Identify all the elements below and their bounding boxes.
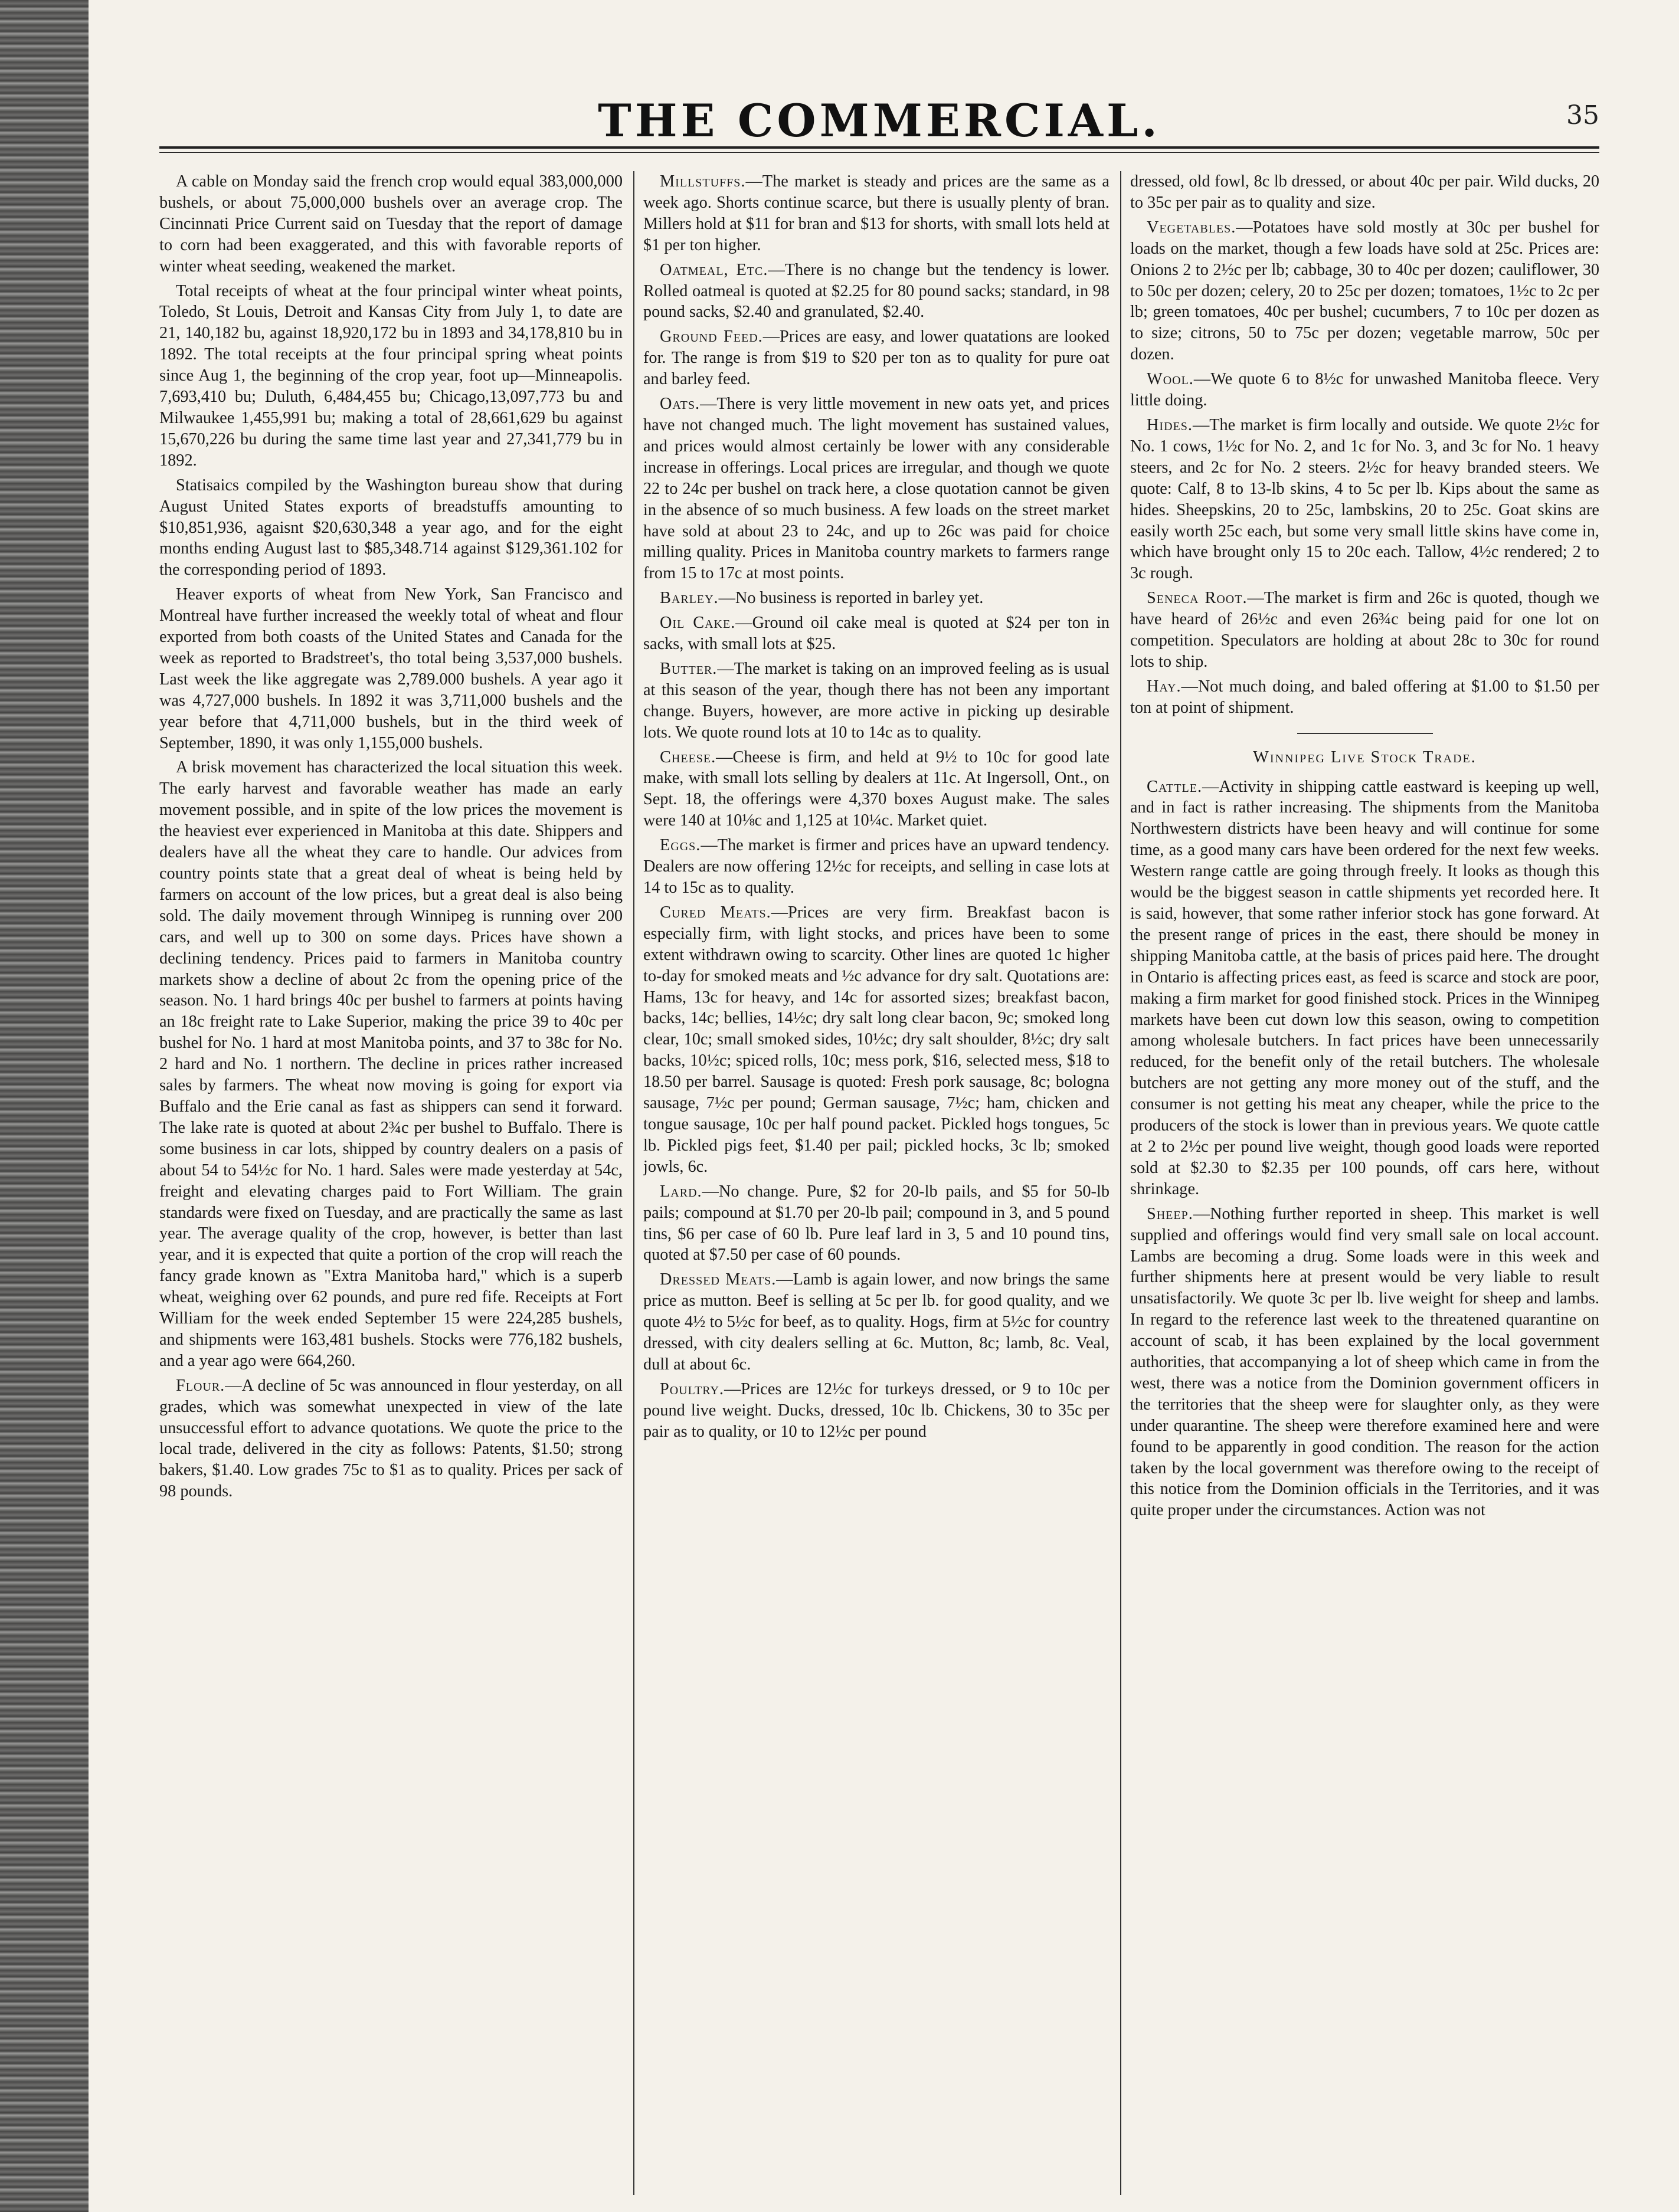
paragraph-heading: Hides. — [1147, 415, 1193, 434]
header-rule — [159, 146, 1599, 153]
paragraph-heading: Cattle. — [1147, 777, 1203, 796]
paragraph-text: —We quote 6 to 8½c for unwashed Manitoba fleece. Very little doing. — [1130, 370, 1599, 410]
column-rule — [1120, 171, 1121, 2195]
page-header — [159, 89, 1599, 147]
paragraph — [1130, 588, 1599, 673]
paragraph-text: A cable on Monday said the french crop would equal 383,000,000 bushels, or about 75,000,000 bushels over an average crop. The Cincinnati Price Current said on Tuesday that the report of damage to corn had been exaggerated, and this with favorable reports of winter wheat seeding, weakened the market. — [159, 172, 623, 276]
paragraph — [643, 902, 1109, 1178]
paragraph-text: —Lamb is again lower, and now brings the same price as mutton. Beef is selling at 5c per lb. for good quality, and we quote 4½ to 5½c for beef, as to quality. Hogs, firm at 5½c for country dressed, with city dealers selling at 6c. Mutton, 8c; lamb, 8c. Veal, dull at about 6c. — [643, 1270, 1109, 1374]
paragraph-heading: Butter. — [660, 659, 718, 678]
paragraph — [159, 757, 623, 1371]
paragraph-text: —Ground oil cake meal is quoted at $24 per ton in sacks, with small lots at $25. — [643, 614, 1109, 654]
paragraph-text: dressed, old fowl, 8c lb dressed, or about 40c per pair. Wild ducks, 20 to 35c per pair as to quality and size. — [1130, 172, 1599, 212]
paragraph — [643, 658, 1109, 743]
paragraph-heading: Barley. — [660, 589, 719, 608]
paragraph-heading: Vegetables. — [1147, 218, 1236, 237]
paragraph-heading: Wool. — [1147, 370, 1194, 389]
paragraph — [159, 584, 623, 753]
paragraph-text: —There is very little movement in new oats yet, and prices have not changed much. The light movement has sustained values, and prices would almost certainly be lower with any considerable increase in offerings. Local prices are irregular, and though we quote 22 to 24c per bushel on track here, a close quotation cannot be given in the absence of so much business. A few loads on the street market have sold at about 23 to 24c, and up to 26c was paid for choice milling quality. Prices in Manitoba country markets to farmers range from 15 to 17c at most points. — [643, 395, 1109, 583]
paragraph — [159, 281, 623, 471]
masthead: THE COMMERCIAL. — [598, 94, 1161, 147]
paragraph-text: —Nothing further reported in sheep. This market is well supplied and offerings would find very small sale on local account. Lambs are becoming a drug. Some loads were in this week and further shipments here at present would be very liable to result unsatisfactorily. We quote 3c per lb. live weight for sheep and lambs. In regard to the reference last week to the threatened quarantine on account of scab, it has been explained by the local government authorities, that accompanying a lot of sheep which came in from the west, there was a notice from the Dominion government officers in the territories that the sheep were for slaughter only, as they were under quarantine. The sheep were therefore examined here and were found to be apparently in good condition. The reason for the action taken by the local government was therefore owing to the receipt of this notice from the Dominion officials in the Territories, and it was quite proper under the circumstances. Action was not — [1130, 1204, 1599, 1520]
section-divider — [1297, 733, 1433, 734]
paragraph-heading: Lard. — [660, 1182, 702, 1201]
paragraph-text: —Prices are very firm. Breakfast bacon is especially firm, with light stocks, and prices have been to some extent withdrawn owing to scarcity. Other lines are quoted 1c higher to-day for smoked meats and ½c advance for dry salt. Quotations are: Hams, 13c for heavy, and 14c for assorted sizes; breakfast bacon, backs, 14c; bellies, 14½c; dry salt long clear bacon, 9c; smoked long clear, 10c; small smoked sides, 10½c; dry salt shoulder, 8½c; dry salt backs, 10½c; spiced rolls, 10c; mess pork, $16, selected mess, $18 to 18.50 per barrel. Sausage is quoted: Fresh pork sausage, 8c; bologna sausage, 7½c per pound; German sausage, 7½c; ham, chicken and tongue sausage, 10c per half pound packet. Pickled hogs tongues, 5c lb. Pickled pigs feet, $1.40 per pail; pickled hocks, 3c lb; smoked jowls, 6c. — [643, 903, 1109, 1176]
paragraph-text: —No business is reported in barley yet. — [718, 589, 984, 608]
paragraph — [643, 1181, 1109, 1266]
paragraph-text: —A decline of 5c was announced in flour yesterday, on all grades, which was somewhat unexpected in view of the late unsuccessful effort to advance quotations. We quote the price to the local trade, delivered in the city as follows: Patents, $1.50; strong bakers, $1.40. Low grades 75c to $1 as to quality. Prices per sack of 98 pounds. — [159, 1376, 623, 1501]
paragraph-text: Total receipts of wheat at the four principal winter wheat points, Toledo, St Louis, Detroit and Kansas City from July 1, to date are 21, 140,182 bu, against 18,920,172 bu in 1893 and 34,178,810 bu in 1892. The total receipts at the four principal spring wheat points since Aug 1, the beginning of the crop year, foot up—Minneapolis. 7,693,410 bu; Duluth, 6,484,455 bu; Chicago,13,097,773 bu and Milwaukee 1,455,991 bu; making a total of 28,661,629 bu against 15,670,226 bu during the same time last year and 27,341,779 bu in 1892. — [159, 281, 623, 470]
paragraph-heading: Flour. — [176, 1376, 225, 1395]
paragraph-heading: Cheese. — [660, 748, 716, 766]
paragraph-text: Heaver exports of wheat from New York, San Francisco and Montreal have further increased the weekly total of wheat and flour exported from both coasts of the United States and Canada for the week as reported to Bradstreet's, tho total being 3,537,000 bushels. Last week the like aggregate was 2,789.000 bushels. A year ago it was 4,727,000 bushels. In 1892 it was 3,711,000 bushels and the year before that 4,711,000 bushels, but in the third week of September, 1890, it was only 1,155,000 bushels. — [159, 585, 623, 752]
section-title: Winnipeg Live Stock Trade. — [1253, 748, 1477, 766]
paragraph-text: —Not much doing, and baled offering at $1.00 to $1.50 per ton at point of shipment. — [1130, 677, 1599, 717]
paragraph — [159, 171, 623, 277]
paragraph — [643, 1379, 1109, 1443]
paragraph — [159, 475, 623, 581]
paragraph-heading: Oatmeal, Etc. — [660, 260, 768, 279]
paragraph-text: A brisk movement has characterized the local situation this week. The early harvest and favorable weather has made an early movement possible, and in spite of the low prices the movement is the heaviest ever experienced in Manitoba at this date. Shippers and dealers have all the wheat they care to handle. Our advices from country points state that a great deal of wheat is being held by farmers on account of the low prices, but a great deal is also being sold. The daily movement through Winnipeg is running over 200 cars, and well up to 300 on some days. Prices have shown a declining tendency. Prices paid to farmers in Manitoba country markets show a decline of about 2c from the opening price of the season. No. 1 hard brings 40c per bushel to farmers at points having an 18c freight rate to Lake Superior, making the price 39 to 40c per bushel for No. 1 hard at most Manitoba points, and 37 to 38c for No. 2 hard and No. 1 northern. The decline in prices rather increased sales by farmers. The wheat now moving is going for export via Buffalo and the Erie canal as fast as shippers can send it forward. The lake rate is quoted at about 2¾c per bushel to Buffalo. There is some business in car lots, shipped by country dealers on a pasis of about 54 to 54½c for No. 1 hard. Sales were made yesterday at 54c, freight and elevating charges paid to Fort William. The grain standards were fixed on Tuesday, and are practically the same as last year. The average quality of the crop, however, is better than last year, and it is expected that quite a portion of the crop will reach the fancy grade known as "Extra Manitoba hard," which is a superb wheat, weighing over 62 pounds, and pure red fife. Receipts at Fort William for the week ended September 15 were 224,285 bushels, and shipments were 163,481 bushels. Stocks were 776,182 bushels, and a year ago were 664,260. — [159, 758, 623, 1370]
binding-edge — [0, 0, 89, 2212]
paragraph-heading: Oats. — [660, 395, 701, 414]
paragraph-heading: Poultry. — [660, 1379, 724, 1398]
column-3 — [1130, 171, 1599, 2189]
paragraph-text: —The market is firmer and prices have an upward tendency. Dealers are now offering 12½c for receipts, and selling in case lots at 14 to 15c as to quality. — [643, 836, 1109, 897]
paragraph-text: —Cheese is firm, and held at 9½ to 10c for good late make, with small lots selling by dealers at 11c. At Ingersoll, Ont., on Sept. 18, the offerings were 4,370 boxes August make. The sales were 140 at 10⅛c and 1,125 at 10¼c. Market quiet. — [643, 748, 1109, 830]
paragraph — [643, 612, 1109, 655]
paragraph — [1130, 369, 1599, 411]
paragraph-heading: Seneca Root. — [1147, 589, 1248, 608]
page-number: 35 — [1566, 100, 1599, 130]
column-rule — [633, 171, 634, 2195]
paragraph — [643, 588, 1109, 609]
paragraph-heading: Hay. — [1147, 677, 1181, 696]
paragraph — [643, 747, 1109, 832]
paragraph-heading: Sheep. — [1147, 1204, 1193, 1223]
paragraph-text: —Activity in shipping cattle eastward is keeping up well, and in fact is rather increasing. The shipments from the Manitoba Northwestern districts have been heavy and will continue for some time, as a good many cars have been ordered for the next few weeks. Western range cattle are going through freely. It looks as though this would be the biggest season in cattle shipments yet recorded here. It is said, however, that some rather inferior stock has gone forward. At the present range of prices in the east, there should be money in shipping Manitoba cattle, at the basis of prices paid here. The drought in Ontario is affecting prices east, as feed is scarce and stock are poor, making a firm market for good finished stock. Prices in the Winnipeg markets have been cut down low this season, owing to competition among wholesale butchers. In fact prices have been unnecessarily reduced, for the benefit only of the retail butchers. The wholesale butchers are not getting any more money out of the stuff, and the consumer is not getting his meat any cheaper, while the price to the producers of the stock is lower than in previous years. We quote cattle at 2 to 2½c per pound live weight, though good loads were reported sold at $2.30 to $2.35 per 100 pounds, off cars here, without shrinkage. — [1130, 777, 1599, 1198]
paragraph — [643, 171, 1109, 256]
paragraph-heading: Ground Feed. — [660, 327, 763, 346]
paragraph — [643, 835, 1109, 899]
paragraph — [643, 1269, 1109, 1375]
paragraph — [643, 326, 1109, 390]
paragraph — [1130, 776, 1599, 1200]
paragraph — [1130, 171, 1599, 214]
paragraph — [159, 1375, 623, 1502]
column-2 — [643, 171, 1109, 2189]
paragraph — [1130, 676, 1599, 719]
paragraph — [1130, 1204, 1599, 1522]
paragraph-heading: Oil Cake. — [660, 614, 736, 633]
paragraph-text: —The market is taking on an improved feeling as is usual at this season of the year, though there has not been any important change. Buyers, however, are more active in picking up desirable lots. We quote round lots at 10 to 14c as to quality. — [643, 659, 1109, 742]
paragraph-text: —Potatoes have sold mostly at 30c per bushel for loads on the market, though a few loads have sold at 25c. Prices are: Onions 2 to 2½c per lb; cabbage, 30 to 40c per dozen; cauliflower, 30 to 50c per dozen; celery, 20 to 25c per dozen; tomatoes, 1½c to 2c per lb; green tomatoes, 40c per bushel; cucumbers, 7 to 10c per dozen as to size; citrons, 50 to 75c per dozen; vegetable marrow, 50c per dozen. — [1130, 218, 1599, 364]
paragraph — [643, 260, 1109, 323]
paragraph-heading: Dressed Meats. — [660, 1270, 777, 1289]
paragraph — [1130, 415, 1599, 584]
paragraph-text: —There is no change but the tendency is lower. Rolled oatmeal is quoted at $2.25 for 80 pound sacks; standard, in 98 pound sacks, $2.40 and granulated, $2.40. — [643, 260, 1109, 322]
paragraph-text: —No change. Pure, $2 for 20-lb pails, and $5 for 50-lb pails; compound at $1.70 per 20-lb pail; compound in 3, and 5 pound tins, $6 per case of 60 lb. Pure leaf lard in 3, 5 and 10 pound tins, quoted at $7.50 per case of 60 pounds. — [643, 1182, 1109, 1264]
paragraph-heading: Millstuffs. — [660, 172, 746, 191]
paragraph-heading: Eggs. — [660, 836, 701, 855]
paragraph — [1130, 217, 1599, 365]
paragraph-heading: Cured Meats. — [660, 903, 771, 922]
paragraph-text: —The market is steady and prices are the same as a week ago. Shorts continue scarce, but there is usually plenty of bran. Millers hold at $11 for bran and $13 for shorts, with small lots held at $1 per ton higher. — [643, 172, 1109, 254]
paragraph-text: Statisaics compiled by the Washington bureau show that during August United States exports of breadstuffs amounting to $10,851,936, agaisnt $20,630,348 a year ago, and for the eight months ending August last to $85,348.714 against $129,361.102 for the corresponding period of 1893. — [159, 476, 623, 579]
paragraph-text: —Prices are easy, and lower quatations are looked for. The range is from $19 to $20 per ton as to quality for pure oat and barley feed. — [643, 327, 1109, 389]
paragraph-text: —The market is firm locally and outside. We quote 2½c for No. 1 cows, 1½c for No. 2, and 1c for No. 3, and 3c for No. 1 heavy steers, and 2c for No. 2 steers. 2½c for heavy branded steers. We quote: Calf, 8 to 13-lb skins, 4 to 5c per lb. Kips about the same as hides. Sheepskins, 20 to 25c, lambskins, 20 to 25c. Goat skins are easily worth 25c each, but some very small little skins have come in, which have brought only 15 to 20c each. Tallow, 4½c rendered; 2 to 3c rough. — [1130, 415, 1599, 583]
paragraph-text: —The market is firm and 26c is quoted, though we have heard of 26½c and even 26¾c being paid for one lot on competition. Speculators are holding at about 28c to 30c for round lots to ship. — [1130, 589, 1599, 671]
paragraph — [643, 394, 1109, 584]
paragraph-text: —Prices are 12½c for turkeys dressed, or 9 to 10c per pound live weight. Ducks, dressed, 10c lb. Chickens, 30 to 35c per pair as to quality, or 10 to 12½c per pound — [643, 1379, 1109, 1441]
column-1 — [159, 171, 623, 2189]
